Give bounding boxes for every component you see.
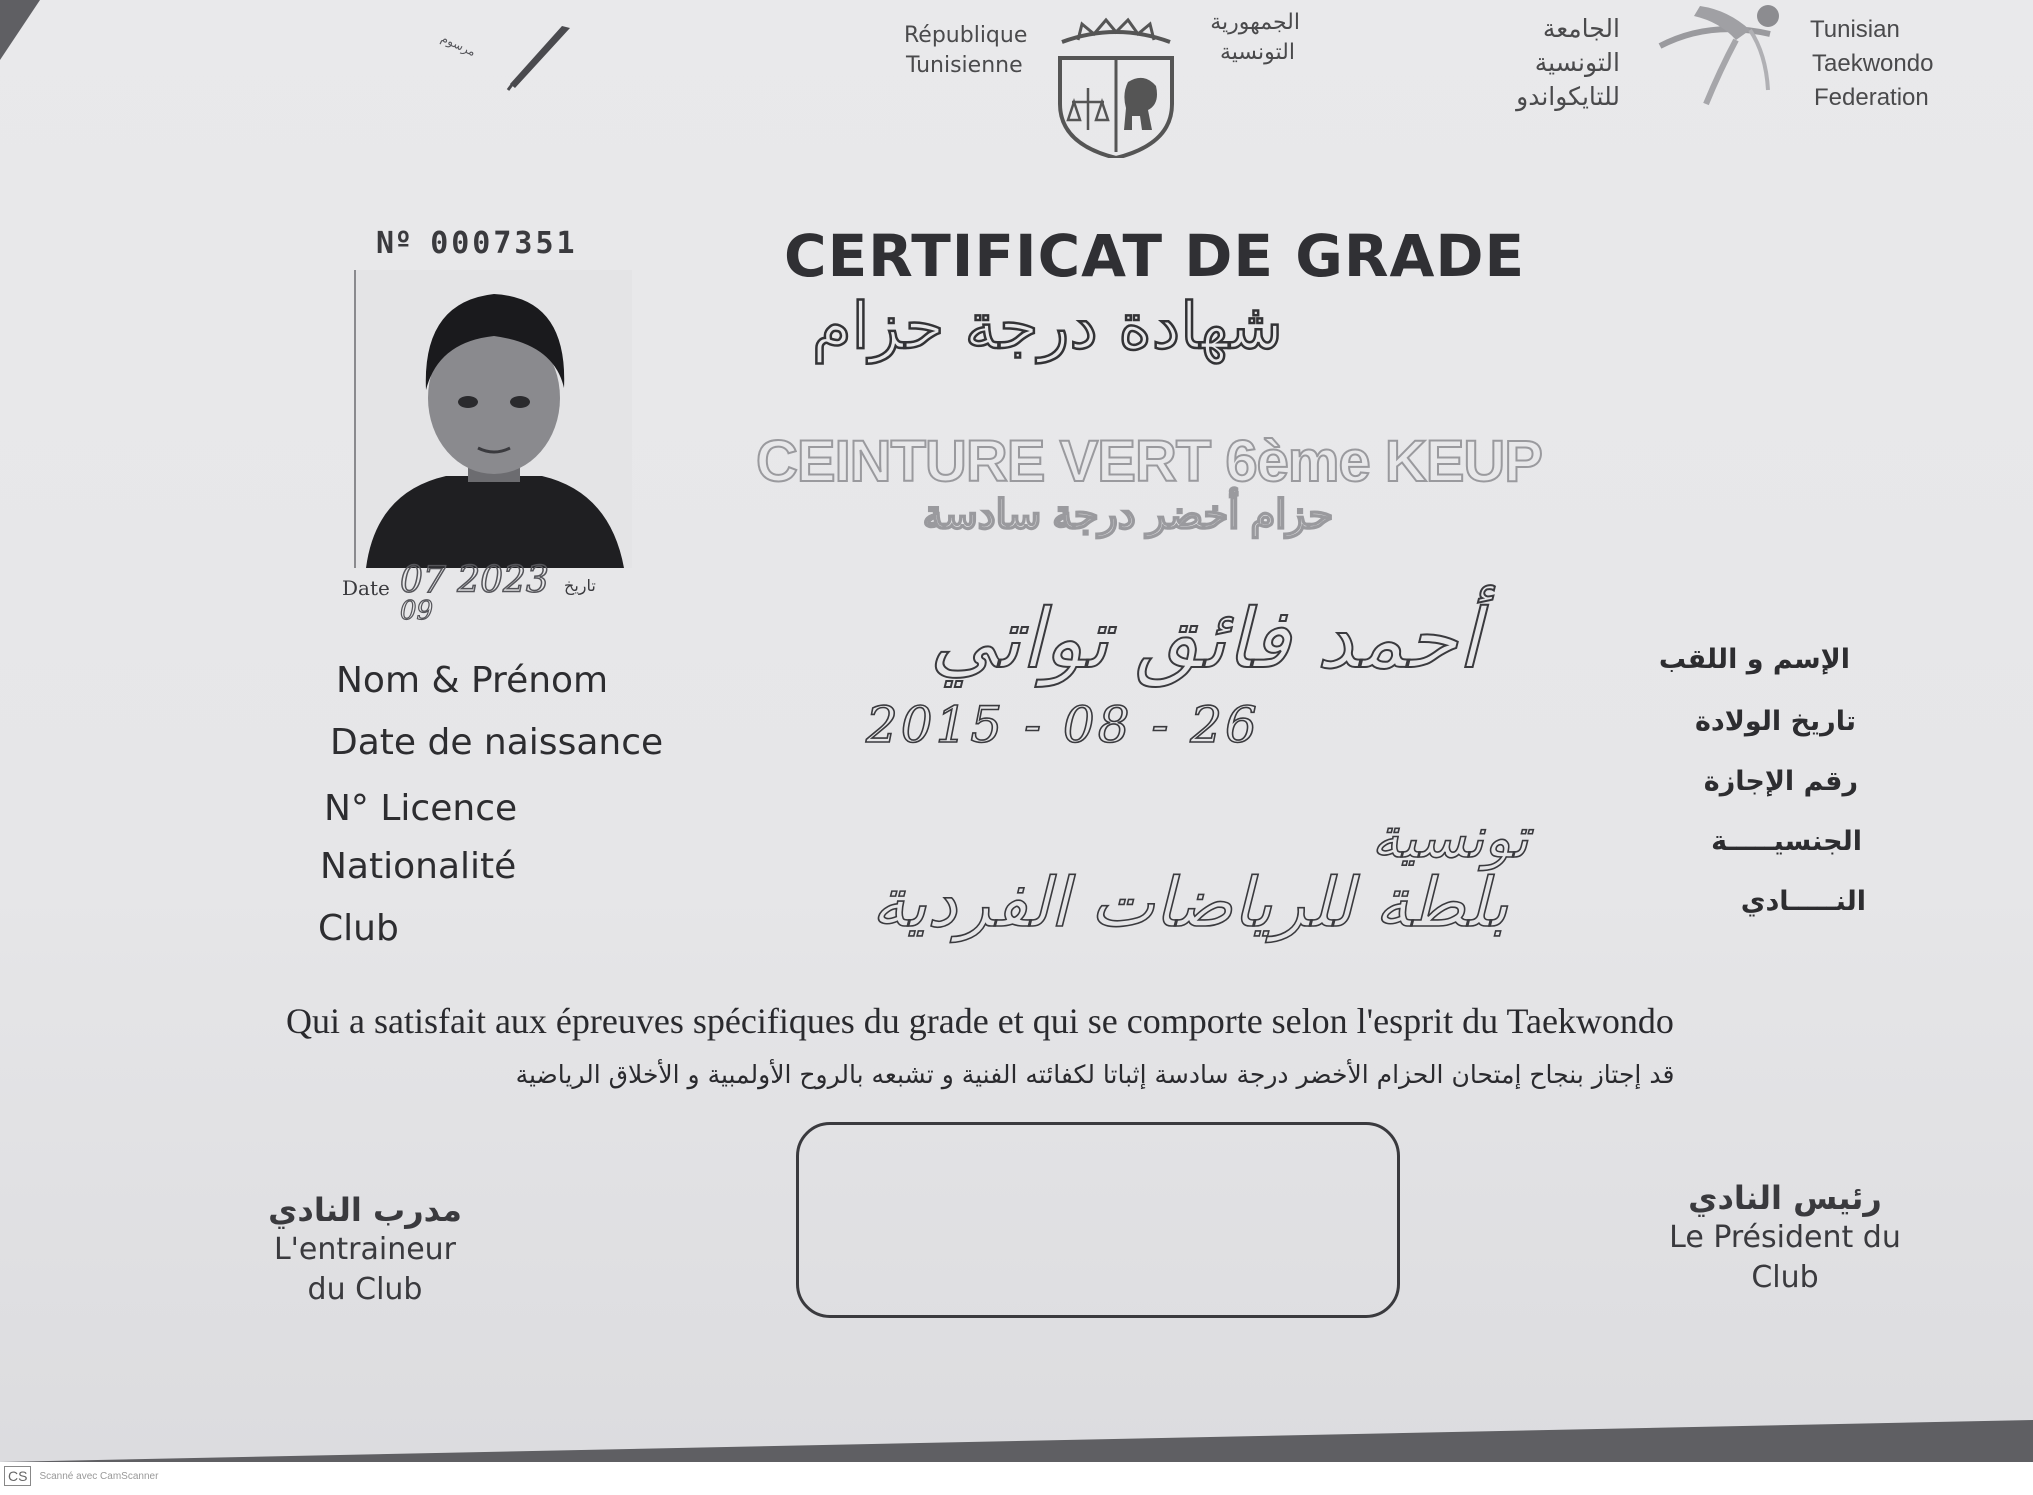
republic-fr-line2: Tunisienne [906,53,1023,78]
coach-label-ar: مدرب النادي [268,1191,462,1229]
republic-fr-line1: République [904,23,1028,48]
coach-label-fr-2: du Club [307,1272,423,1307]
president-label-fr-1: Le Président du [1669,1220,1901,1255]
name-label-fr: Nom & Prénom [336,660,609,701]
birth-label-ar: تاريخ الولادة [1694,706,1856,737]
statement-ar: قد إجتاز بنجاح إمتحان الحزام الأخضر درجة سادسة إثباتا لكفائته الفنية و تشبعه بالروح الأولمبية و الأخلاق الرياضية [515,1060,1675,1089]
camscanner-text: Scanné avec CamScanner [39,1470,159,1482]
taekwondo-federation-logo [1650,0,1800,110]
republic-ar-line1: الجمهورية [1210,10,1300,35]
camscanner-badge: CS [4,1466,31,1486]
pen-icon [440,20,580,100]
republic-ar-line2: التونسية [1219,40,1295,65]
club-value: بلطة للرياضات الفردية [871,864,1509,943]
birth-value: 2015 - 08 - 26 [866,696,1260,754]
club-label-fr: Club [318,908,399,949]
federation-en-line2: Taekwondo [1812,50,1934,77]
club-label-ar: النـــــادي [1740,886,1866,917]
photo-date-label: Date [342,576,390,600]
tunisia-coat-of-arms [1048,12,1184,158]
statement-fr: Qui a satisfait aux épreuves spécifiques du grade et qui se comporte selon l'esprit du Taekwondo [286,1001,1674,1041]
taekwondo-kicker-icon [1650,0,1800,110]
president-label-fr-2: Club [1751,1260,1819,1295]
certificate-title-fr: CERTIFICAT DE GRADE [784,222,1526,290]
stamp-box [796,1122,1400,1318]
portrait-icon [356,270,632,568]
grade-ar: حزام أخضر درجة سادسة [922,493,1334,537]
president-label-ar: رئيس النادي [1688,1179,1882,1217]
scanner-footer-bar [0,1462,2033,1495]
photo-date-value-month: 09 [400,596,434,626]
coach-label-fr-1: L'entraineur [273,1232,457,1267]
pen-logo-text: مرسوم [438,30,478,60]
federation-ar-line1: الجامعة [1542,14,1620,43]
student-photo [354,270,632,568]
federation-ar-line3: للتايكواندو [1516,82,1620,111]
nationality-label-fr: Nationalité [320,846,517,887]
nationality-value: تونسية [1371,806,1529,871]
certificate-number-label: Nº [376,226,413,261]
name-value: أحمد فائق تواتي [929,592,1481,687]
photo-date-value: 07 2023 [400,560,549,601]
federation-en-line3: Federation [1814,84,1929,111]
coat-of-arms-icon [1048,12,1184,158]
certificate-number-value: 0007351 [430,226,578,261]
birth-label-fr: Date de naissance [330,722,664,763]
coach-signature-block [230,1190,500,1310]
certificate-title-ar: شهادة درجة حزام [812,290,1283,364]
federation-ar-line2: التونسية [1534,48,1620,77]
camscanner-watermark [4,1466,158,1486]
federation-en-line1: Tunisian [1810,16,1900,43]
licence-label-ar: رقم الإجازة [1703,766,1858,797]
photo-date-label-ar: تاريخ [564,576,596,595]
name-label-ar: الإسم و اللقب [1658,644,1850,675]
certificate-number [376,226,578,261]
licence-label-fr: N° Licence [324,788,518,829]
president-signature-block [1640,1178,1930,1298]
grade-fr: CEINTURE VERT 6ème KEUP [756,429,1542,494]
nationality-label-ar: الجنسيـــــة [1711,826,1862,857]
pen-logo [440,20,580,100]
